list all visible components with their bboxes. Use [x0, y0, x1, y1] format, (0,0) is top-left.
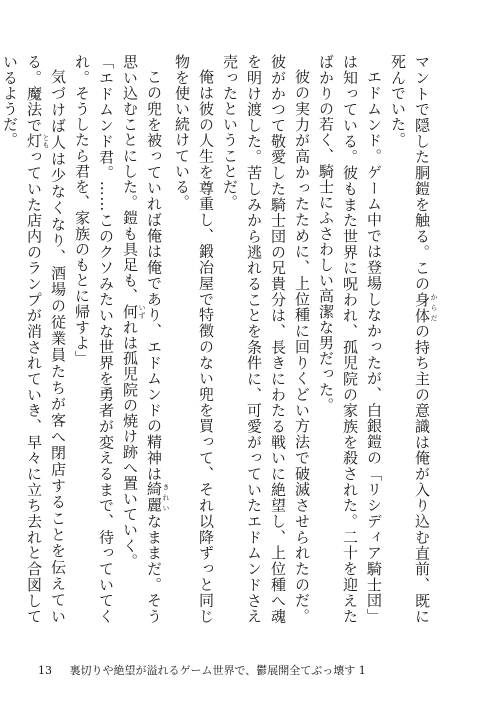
- page-footer: [38, 662, 366, 678]
- ruby-kirei: 綺麗 きれい: [145, 481, 170, 514]
- paragraph: この兜を被っていれば俺は俺であり、エドムンドの精神は綺麗 きれいなままだ。そう思い込むことにした。鎧も具足も、何 いずれは孤児院の焼け跡へ置いていく。: [121, 54, 170, 625]
- body-text: [1, 54, 438, 625]
- paragraph: 彼の実力が高かったために、上位種に回りくどい方法で破滅させられたのだ。彼がかつて敬愛した騎士団の兄貴分は、長きにわたる戦いに絶望し、上位種へ魂を明け渡した。苦しみから逃れることを条件に、可愛がっていたエドムンドさえ売ったということだ。: [221, 54, 311, 624]
- page-number: 13: [38, 664, 52, 677]
- paragraph: 俺は彼の人生を尊重し、鍛冶屋で特徴のない兜を買って、それ以降ずっと同じ物を使い続けている。: [173, 54, 215, 624]
- paragraph: マントで隠した胴鎧を触る。この身体 からだの持ち主の意識は俺が入り込む直前、既に死んでいた。: [389, 54, 438, 625]
- ruby-karada: 身体 からだ: [413, 291, 438, 324]
- paragraph: エドムンド。ゲーム中では登場しなかったが、白銀鎧の「リシディア騎士団」は知っている。彼もまた世界に呪われ、孤児院の家族を殺された。二十を迎えたばかりの若く、騎士にふさわしい高潔な男だった。: [317, 54, 383, 624]
- dialogue: 「エドムンド君。……このクソみたいな世界を勇者が変えるまで、待っていてくれ。そうしたら君を、家族のもとに帰すよ」: [73, 54, 115, 624]
- paragraph: 気づけば人は少なくなり、酒場の従業員たちが客へ閉店することを伝えている。魔法で灯 ともっていた店内のランプが消されていき、早々に立ち去れと合図しているようだ。: [1, 54, 67, 624]
- ruby-izure: 何 いず: [121, 303, 146, 320]
- book-title: 裏切りや絶望が溢れるゲーム世界で、鬱展開全てぶっ壊す 1: [69, 664, 366, 677]
- ruby-tomo: 灯 とも: [25, 133, 50, 150]
